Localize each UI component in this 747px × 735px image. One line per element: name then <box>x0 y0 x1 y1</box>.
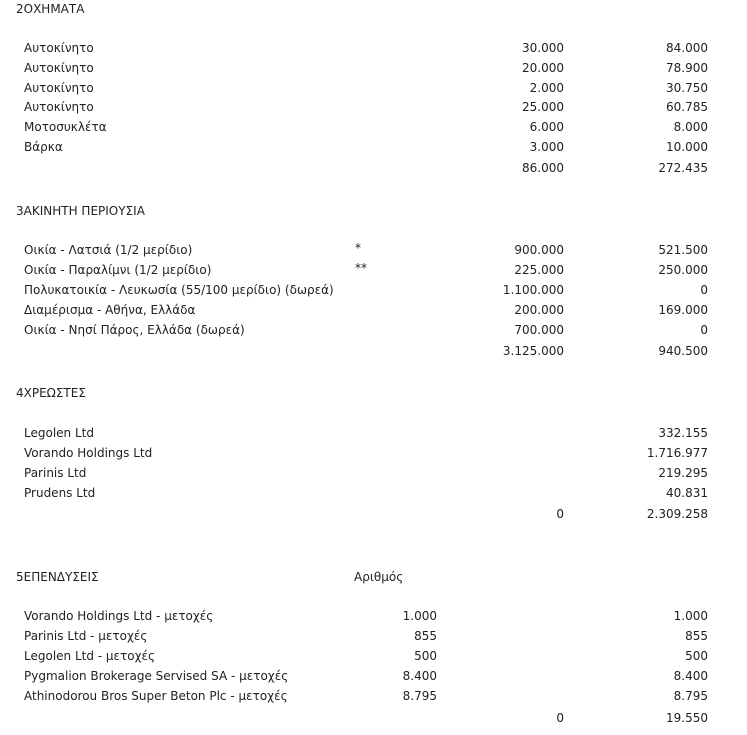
investment-count: 500 <box>414 649 437 663</box>
property-total-b: 940.500 <box>658 344 708 358</box>
property-value-b: 521.500 <box>658 243 708 257</box>
property-value-b: 250.000 <box>658 263 708 277</box>
section-title-investments: 5ΕΠΕΝΔΥΣΕΙΣ <box>16 570 99 584</box>
vehicle-label: Αυτοκίνητο <box>24 61 94 75</box>
investment-value-b: 1.000 <box>673 609 708 623</box>
property-label: Διαμέρισμα - Αθήνα, Ελλάδα <box>24 303 196 317</box>
property-value-b: 0 <box>700 323 708 337</box>
vehicle-value-a: 3.000 <box>529 140 564 154</box>
section-title-vehicles: 2ΟΧΗΜΑΤΑ <box>16 2 85 16</box>
debtors-total-a: 0 <box>556 507 564 521</box>
debtor-label: Legolen Ltd <box>24 426 94 440</box>
property-value-a: 900.000 <box>514 243 564 257</box>
investment-label: Pygmalion Brokerage Servised SA - μετοχές <box>24 669 289 683</box>
investment-value-b: 8.795 <box>673 689 708 703</box>
vehicle-value-a: 25.000 <box>522 100 564 114</box>
investment-count: 8.795 <box>402 689 437 703</box>
investments-total-a: 0 <box>556 711 564 725</box>
vehicle-value-a: 2.000 <box>529 81 564 95</box>
debtors-total-b: 2.309.258 <box>646 507 708 521</box>
property-total-a: 3.125.000 <box>502 344 564 358</box>
vehicle-value-b: 10.000 <box>666 140 708 154</box>
property-value-b: 0 <box>700 283 708 297</box>
property-note-mark: ** <box>355 261 367 275</box>
investments-total-b: 19.550 <box>666 711 708 725</box>
vehicle-value-b: 84.000 <box>666 41 708 55</box>
vehicle-value-a: 20.000 <box>522 61 564 75</box>
investment-label: Parinis Ltd - μετοχές <box>24 629 148 643</box>
vehicles-total-a: 86.000 <box>522 161 564 175</box>
property-note-mark: * <box>355 241 361 255</box>
debtor-value-b: 1.716.977 <box>646 446 708 460</box>
investment-label: Athinodorou Bros Super Beton Plc - μετοχές <box>24 689 288 703</box>
property-value-b: 169.000 <box>658 303 708 317</box>
vehicle-label: Βάρκα <box>24 140 63 154</box>
investment-count: 855 <box>414 629 437 643</box>
vehicle-label: Αυτοκίνητο <box>24 100 94 114</box>
property-label: Οικία - Νησί Πάρος, Ελλάδα (δωρεά) <box>24 323 245 337</box>
vehicle-value-b: 30.750 <box>666 81 708 95</box>
property-label: Πολυκατοικία - Λευκωσία (55/100 μερίδιο) (δωρεά) <box>24 283 334 297</box>
investment-label: Vorando Holdings Ltd - μετοχές <box>24 609 214 623</box>
property-label: Οικία - Λατσιά (1/2 μερίδιο) <box>24 243 193 257</box>
vehicle-value-b: 8.000 <box>673 120 708 134</box>
investment-count: 1.000 <box>402 609 437 623</box>
property-value-a: 200.000 <box>514 303 564 317</box>
vehicle-value-b: 60.785 <box>666 100 708 114</box>
debtor-value-b: 40.831 <box>666 486 708 500</box>
vehicles-total-b: 272.435 <box>658 161 708 175</box>
property-label: Οικία - Παραλίμνι (1/2 μερίδιο) <box>24 263 212 277</box>
section-title-property: 3ΑΚΙΝΗΤΗ ΠΕΡΙΟΥΣΙΑ <box>16 204 145 218</box>
section-title-debtors: 4ΧΡΕΩΣΤΕΣ <box>16 386 86 400</box>
vehicle-label: Αυτοκίνητο <box>24 81 94 95</box>
debtor-label: Prudens Ltd <box>24 486 96 500</box>
vehicle-value-b: 78.900 <box>666 61 708 75</box>
investment-value-b: 8.400 <box>673 669 708 683</box>
debtor-value-b: 332.155 <box>658 426 708 440</box>
property-value-a: 1.100.000 <box>502 283 564 297</box>
vehicle-value-a: 6.000 <box>529 120 564 134</box>
debtor-label: Vorando Holdings Ltd <box>24 446 153 460</box>
property-value-a: 700.000 <box>514 323 564 337</box>
investment-value-b: 855 <box>685 629 708 643</box>
vehicle-label: Αυτοκίνητο <box>24 41 94 55</box>
investments-count-header: Αριθμός <box>354 570 404 584</box>
debtor-label: Parinis Ltd <box>24 466 87 480</box>
investment-value-b: 500 <box>685 649 708 663</box>
investment-count: 8.400 <box>402 669 437 683</box>
vehicle-value-a: 30.000 <box>522 41 564 55</box>
debtor-value-b: 219.295 <box>658 466 708 480</box>
investment-label: Legolen Ltd - μετοχές <box>24 649 156 663</box>
property-value-a: 225.000 <box>514 263 564 277</box>
vehicle-label: Μοτοσυκλέτα <box>24 120 107 134</box>
